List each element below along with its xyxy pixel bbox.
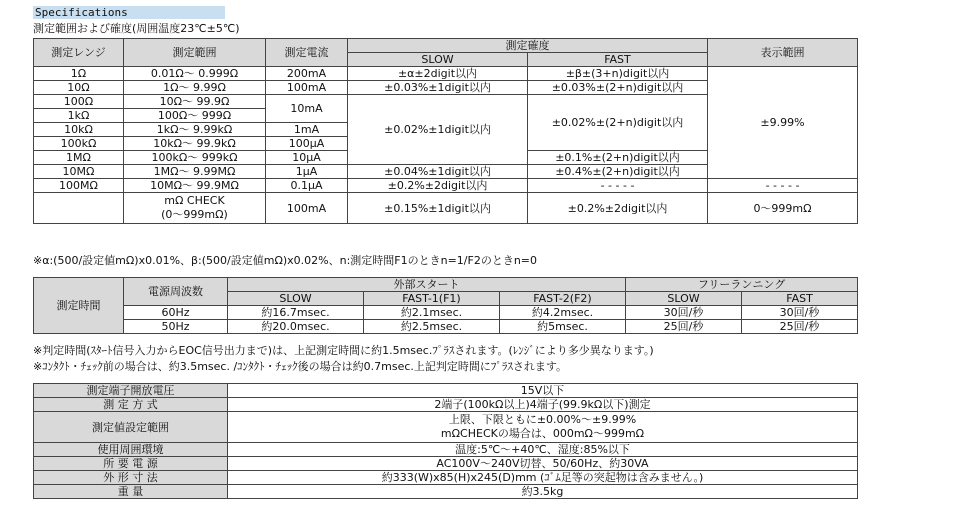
cell-slow: ±α±2digit以内 [348,67,528,81]
col-header-accuracy: 測定確度 [348,39,708,53]
col-header-fast: FAST [528,53,708,67]
cell-fast1: 約2.1msec. [364,306,500,320]
table-row [34,320,858,334]
table-row [34,485,858,499]
cell-slow: 約16.7msec. [228,306,364,320]
cell-range: 1Ω [34,67,124,81]
cell-display: - - - - - [708,179,858,193]
cell-free-fast: 30回/秒 [742,306,858,320]
table-row [34,193,858,224]
cell-range: 1kΩ [34,109,124,123]
spec-key: 外 形 寸 法 [34,471,228,485]
table-row [34,67,858,81]
cell-fast2: 約5msec. [500,320,626,334]
cell-current: 10mA [266,95,348,123]
col-header-current: 測定電流 [266,39,348,67]
col-header-fast2: FAST-2(F2) [500,292,626,306]
cell-fast: ±0.1%±(2+n)digit以内 [528,151,708,165]
cell-free-fast: 25回/秒 [742,320,858,334]
table-row [34,398,858,412]
mohm-range-label: (0～999mΩ) [161,208,228,221]
cell-range: 100MΩ [34,179,124,193]
general-spec-table [33,383,858,499]
spec-key: 重 量 [34,485,228,499]
cell-range: 10MΩ [34,165,124,179]
cell-current: 200mA [266,67,348,81]
spec-key: 使用周囲環境 [34,443,228,457]
cell-fast: ±β±(3+n)digit以内 [528,67,708,81]
cell-slow-mid: ±0.02%±1digit以内 [348,95,528,165]
col-header-external: 外部スタート [228,278,626,292]
cell-span: 1MΩ～ 9.99MΩ [124,165,266,179]
spec-key: 所 要 電 源 [34,457,228,471]
cell-current: 0.1μA [266,179,348,193]
cell-range: 10kΩ [34,123,124,137]
cell-span: 100kΩ～ 999kΩ [124,151,266,165]
cell-freq: 60Hz [124,306,228,320]
cell-range: 10Ω [34,81,124,95]
col-header-range: 測定レンジ [34,39,124,67]
cell-range: 1MΩ [34,151,124,165]
cell-fast1: 約2.5msec. [364,320,500,334]
cell-span: 1Ω～ 9.99Ω [124,81,266,95]
spec-value: 約333(W)x85(H)x245(D)mm (ｺﾞﾑ足等の突起物は含みません。) [228,471,858,485]
col-header-fast1: FAST-1(F1) [364,292,500,306]
cell-span: 10MΩ～ 99.9MΩ [124,179,266,193]
table-row [34,306,858,320]
col-header-time: 測定時間 [34,278,124,334]
table-row [34,457,858,471]
cell-span-mohm [124,193,266,224]
cell-range-empty [34,193,124,224]
spec-value: AC100V～240V切替、50/60Hz、約30VA [228,457,858,471]
accuracy-table [33,38,858,224]
cell-fast2: 約4.2msec. [500,306,626,320]
cell-current: 100μA [266,137,348,151]
cell-slow: ±0.03%±1digit以内 [348,81,528,95]
cell-range: 100kΩ [34,137,124,151]
cell-fast: ±0.03%±(2+n)digit以内 [528,81,708,95]
cell-current: 1mA [266,123,348,137]
cell-span: 10kΩ～ 99.9kΩ [124,137,266,151]
table-row [34,471,858,485]
table-row [34,384,858,398]
cell-free-slow: 30回/秒 [626,306,742,320]
col-header-slow: SLOW [228,292,364,306]
spec-value [228,412,858,443]
spec-value-line1: 上限、下限ともに±0.00%～±9.99% [448,413,637,426]
section-header: Specifications [33,6,225,19]
cell-slow: ±0.15%±1digit以内 [348,193,528,224]
section-subtitle: 測定範囲および確度(周囲温度23℃±5℃) [33,22,240,35]
cell-freq: 50Hz [124,320,228,334]
cell-fast: ±0.4%±(2+n)digit以内 [528,165,708,179]
spec-value: 15V以下 [228,384,858,398]
spec-value-line2: mΩCHECKの場合は、000mΩ～999mΩ [440,427,645,440]
table-row [34,179,858,193]
spec-key: 測 定 方 式 [34,398,228,412]
cell-slow: ±0.04%±1digit以内 [348,165,528,179]
col-header-free-fast: FAST [742,292,858,306]
col-header-span: 測定範囲 [124,39,266,67]
cell-slow: 約20.0msec. [228,320,364,334]
cell-current: 10μA [266,151,348,165]
table-row [34,412,858,443]
col-header-freq: 電源周波数 [124,278,228,306]
spec-value: 温度:5℃～+40℃、湿度:85%以下 [228,443,858,457]
col-header-freerun: フリーランニング [626,278,858,292]
note-alpha-beta: ※α:(500/設定値mΩ)x0.01%、β:(500/設定値mΩ)x0.02%、n:測定時間F1のときn=1/F2のときn=0 [33,254,538,267]
col-header-slow: SLOW [348,53,528,67]
cell-range: 100Ω [34,95,124,109]
cell-fast: ±0.2%±2digit以内 [528,193,708,224]
spec-key: 測定値設定範囲 [34,412,228,443]
cell-free-slow: 25回/秒 [626,320,742,334]
cell-display-main: ±9.99% [708,67,858,179]
table-row [34,443,858,457]
cell-display: 0～999mΩ [708,193,858,224]
cell-slow: ±0.2%±2digit以内 [348,179,528,193]
cell-current: 100mA [266,193,348,224]
spec-value: 約3.5kg [228,485,858,499]
cell-span: 100Ω～ 999Ω [124,109,266,123]
cell-fast: - - - - - [528,179,708,193]
spec-value: 2端子(100kΩ以上)4端子(99.9kΩ以下)測定 [228,398,858,412]
note-contact-check: ※ｺﾝﾀｸﾄ・ﾁｪｯｸ前の場合は、約3.5msec. /ｺﾝﾀｸﾄ・ﾁｪｯｸ後の場合は約0.7msec.上記判定時間にﾌﾟﾗｽされます。 [33,360,568,373]
col-header-free-slow: SLOW [626,292,742,306]
cell-span: 10Ω～ 99.9Ω [124,95,266,109]
cell-span: 0.01Ω～ 0.999Ω [124,67,266,81]
col-header-display: 表示範囲 [708,39,858,67]
cell-fast-mid: ±0.02%±(2+n)digit以内 [528,95,708,151]
mohm-check-label: mΩ CHECK [164,194,225,207]
cell-span: 1kΩ～ 9.99kΩ [124,123,266,137]
cell-current: 1μA [266,165,348,179]
timing-table [33,277,858,334]
note-judgement-time: ※判定時間(ｽﾀｰﾄ信号入力からEOC信号出力まで)は、上記測定時間に約1.5msec.ﾌﾟﾗｽされます。(ﾚﾝｼﾞにより多少異なります。) [33,344,654,357]
spec-key: 測定端子開放電圧 [34,384,228,398]
cell-current: 100mA [266,81,348,95]
